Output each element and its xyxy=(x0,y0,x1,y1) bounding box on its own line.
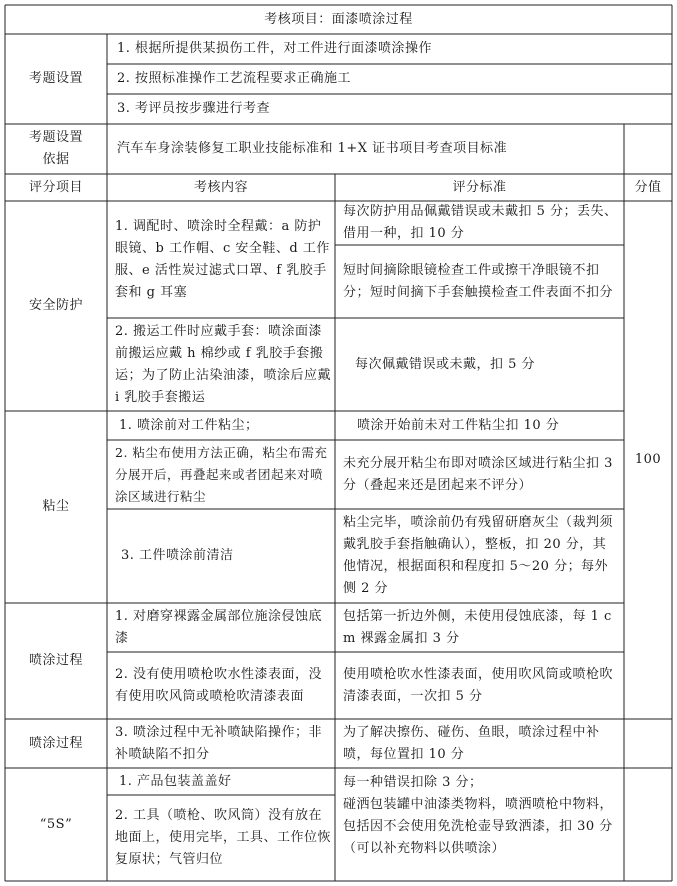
spray-standard-1: 包括第一折边外侧，未使用侵蚀底漆，每 1 cm 裸露金属扣 3 分 xyxy=(343,608,612,646)
spray-content-2-cell xyxy=(107,652,335,719)
spray-standard-3-cell xyxy=(335,719,624,768)
safety-content-1: 1. 调配时、喷涂时全程戴：a 防护眼镜、b 工作帽、c 安全鞋、d 工作服、e 活性炭过滤式口罩、f 乳胶手套和 g 耳塞 xyxy=(115,218,330,300)
settings-label-cell xyxy=(5,34,107,124)
settings-item-3: 3. 考评员按步骤进行考查 xyxy=(117,101,271,116)
sheet-title-text: 考核项目：面漆喷涂过程 xyxy=(264,11,413,27)
spray-standard-1-cell xyxy=(335,603,624,652)
settings-item-1-cell xyxy=(107,34,672,64)
dust-content-1-cell xyxy=(107,411,335,440)
dust-label-cell xyxy=(5,411,107,603)
safety-standard-2-cell xyxy=(335,318,624,411)
safety-content-2-cell xyxy=(107,318,335,411)
dust-standard-1: 喷涂开始前未对工件粘尘扣 10 分 xyxy=(357,417,560,433)
dust-label: 粘尘 xyxy=(42,499,70,514)
dust-content-3-cell xyxy=(107,509,335,603)
safety-standard-1a: 每次防护用品佩戴错误或未戴扣 5 分；丢失、借用一种，扣 10 分 xyxy=(343,204,618,241)
spray-content-3: 3. 喷涂过程中无补喷缺陷操作；非补喷缺陷不扣分 xyxy=(115,724,323,762)
spray-standard-3: 为了解决擦伤、碰伤、鱼眼，喷涂过程中补喷，每位置扣 10 分 xyxy=(343,724,600,762)
safety-standard-1a-cell xyxy=(335,201,624,245)
dust-standard-1-cell xyxy=(335,411,624,440)
header-content-text: 考核内容 xyxy=(193,179,248,195)
dust-standard-3-cell xyxy=(335,509,624,603)
spray-content-2: 2. 没有使用喷枪吹水性漆表面，没有使用吹风筒或喷枪吹清漆表面 xyxy=(115,666,323,704)
spray-label-2-cell xyxy=(5,719,107,768)
dust-content-2-cell xyxy=(107,440,335,509)
basis-label-cell xyxy=(5,124,107,174)
dust-standard-3: 粘尘完毕，喷涂前仍有残留研磨灰尘（裁判须戴乳胶手套指触确认），整板，扣 20 分，其他情况，根据面积和程度扣 5～20 分；每外侧 2 分 xyxy=(343,515,614,596)
spray-standard-2: 使用喷枪吹水性漆表面，使用吹风筒或喷枪吹清漆表面，一次扣 5 分 xyxy=(343,666,614,704)
spray-standard-2-cell xyxy=(335,652,624,719)
header-item-text: 评分项目 xyxy=(28,179,83,195)
basis-label: 考题设置依据 xyxy=(28,130,83,167)
dust-content-1: 1. 喷涂前对工件粘尘； xyxy=(119,417,259,433)
fives-content-1: 1. 产品包装盖盖好 xyxy=(119,773,232,789)
dust-standard-2: 未充分展开粘尘布即对喷涂区域进行粘尘扣 3 分（叠起来还是团起来不评分） xyxy=(343,455,613,493)
header-standard xyxy=(335,174,624,201)
safety-label: 安全防护 xyxy=(28,298,83,313)
fives-standard-cell xyxy=(335,768,624,881)
spray-label-2: 喷涂过程 xyxy=(28,735,83,751)
spray-content-3-cell xyxy=(107,719,335,768)
spray-content-1-cell xyxy=(107,603,335,652)
dust-content-3: 3. 工件喷涂前清洁 xyxy=(121,548,234,563)
safety-standard-1b-cell xyxy=(335,245,624,318)
fives-content-2-cell xyxy=(107,795,335,881)
settings-item-1: 1. 根据所提供某损伤工件，对工件进行面漆喷涂操作 xyxy=(117,41,433,56)
spray-content-1: 1. 对磨穿裸露金属部位施涂侵蚀底漆 xyxy=(115,608,323,646)
settings-item-2: 2. 按照标准操作工艺流程要求正确施工 xyxy=(117,71,352,86)
fives-content-2: 2. 工具（喷枪、吹风筒）没有放在地面上，使用完毕，工具、工作位恢复原状；气管归位 xyxy=(115,808,332,867)
fives-label-cell xyxy=(5,768,107,881)
total-score-cell xyxy=(624,201,672,719)
basis-text: 汽车车身涂装修复工职业技能标准和 1+X 证书项目考查项目标准 xyxy=(117,141,508,156)
safety-label-cell xyxy=(5,201,107,411)
sheet-title xyxy=(5,5,672,34)
settings-label: 考题设置 xyxy=(28,71,83,86)
basis-text-cell xyxy=(107,124,624,174)
header-score-text: 分值 xyxy=(634,179,662,195)
spray-label-1-cell xyxy=(5,603,107,719)
fives-standard-1: 每一种错误扣除 3 分； xyxy=(343,775,483,790)
fives-standard-2: 碰洒包装罐中油漆类物料，喷洒喷枪中物料，包括因不会使用免洗枪壶导致洒漆，扣 30 分（可以补充物料以供喷涂） xyxy=(343,797,614,856)
safety-content-1-cell xyxy=(107,201,335,318)
settings-item-2-cell xyxy=(107,64,672,94)
total-score: 100 xyxy=(634,452,662,467)
dust-content-2: 2. 粘尘布使用方法正确，粘尘布需充分展开后，再叠起来或者团起来对喷涂区域进行粘尘 xyxy=(115,444,328,504)
dust-standard-2-cell xyxy=(335,440,624,509)
fives-content-1-cell xyxy=(107,768,335,795)
header-score xyxy=(624,174,672,201)
header-standard-text: 评分标准 xyxy=(452,179,507,195)
safety-standard-1b: 短时间摘除眼镜检查工件或擦干净眼镜不扣分；短时间摘下手套触摸检查工件表面不扣分 xyxy=(343,262,614,300)
fives-label: “5S” xyxy=(39,816,73,832)
safety-content-2: 2. 搬运工件时应戴手套：喷涂面漆前搬运应戴 h 棉纱或 f 乳胶手套搬运；为了防止沾染油漆，喷涂后应戴 i 乳胶手套搬运 xyxy=(115,323,332,405)
safety-standard-2: 每次佩戴错误或未戴，扣 5 分 xyxy=(355,356,536,372)
settings-item-3-cell xyxy=(107,94,672,124)
header-content xyxy=(107,174,335,201)
spray-label-1: 喷涂过程 xyxy=(28,653,83,668)
header-item xyxy=(5,174,107,201)
